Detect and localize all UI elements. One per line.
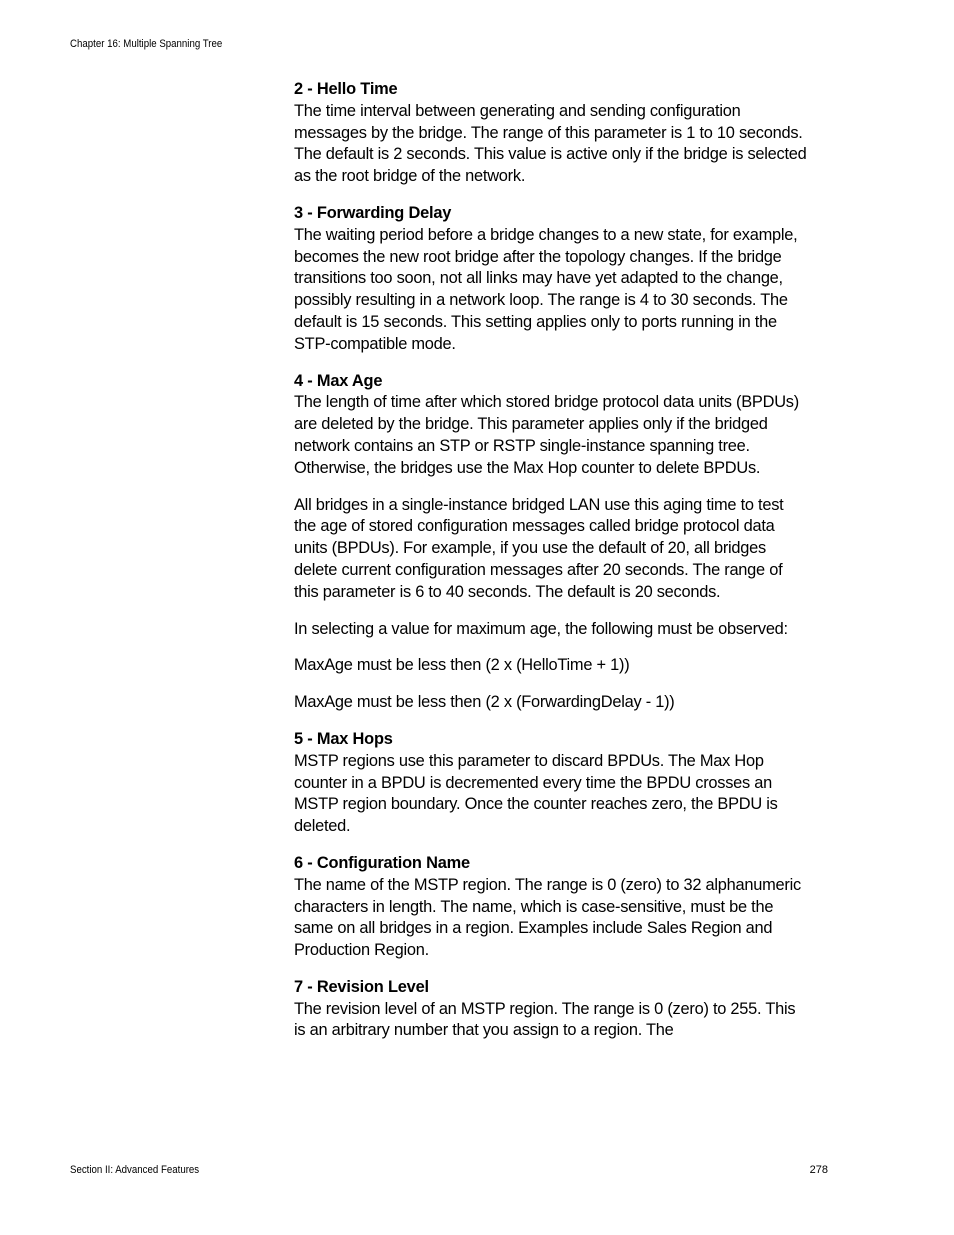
parameter-configuration-name bbox=[294, 853, 809, 962]
page-body bbox=[294, 79, 809, 1057]
parameter-forwarding-delay bbox=[294, 203, 809, 356]
parameter-heading: 7 - Revision Level bbox=[294, 977, 429, 996]
max-age-rule: MaxAge must be less then (2 x (ForwardingDelay - 1)) bbox=[294, 693, 675, 712]
parameter-heading: 5 - Max Hops bbox=[294, 729, 393, 748]
parameter-heading: 2 - Hello Time bbox=[294, 80, 398, 98]
parameter-description: The waiting period before a bridge changes to a new state, for example, becomes the new root bridge after the topology changes. If the bridge transitions too soon, not all links may have yet adapted to the change, possibly resulting in a network loop. The range is 4 to 30 seconds. The default is 15 seconds. This setting applies only to ports running in the STP-compatible mode. bbox=[294, 225, 798, 353]
parameter-heading: 3 - Forwarding Delay bbox=[294, 203, 452, 222]
parameter-max-age bbox=[294, 371, 809, 480]
parameter-max-hops bbox=[294, 729, 809, 838]
parameter-description: MSTP regions use this parameter to discard BPDUs. The Max Hop counter in a BPDU is decremented every time the BPDU crosses an MSTP region boundary. Once the counter reaches zero, the BPDU is deleted. bbox=[294, 751, 778, 836]
parameter-description: The revision level of an MSTP region. The range is 0 (zero) to 255. This is an arbitrary number that you assign to a region. The bbox=[294, 999, 796, 1040]
max-age-rule: MaxAge must be less then (2 x (HelloTime + 1)) bbox=[294, 656, 630, 675]
parameter-revision-level bbox=[294, 977, 809, 1042]
parameter-description: The name of the MSTP region. The range is 0 (zero) to 32 alphanumeric characters in length. The name, which is case-sensitive, must be the same on all bridges in a region. Examples include Sales Region and Production Region. bbox=[294, 875, 801, 960]
parameter-heading: 6 - Configuration Name bbox=[294, 853, 470, 872]
running-header: Chapter 16: Multiple Spanning Tree bbox=[70, 38, 223, 50]
page-number: 278 bbox=[809, 1164, 828, 1176]
parameter-heading: 4 - Max Age bbox=[294, 371, 383, 390]
max-age-paragraph: All bridges in a single-instance bridged LAN use this aging time to test the age of stored configuration messages called bridge protocol data units (BPDUs). For example, if you use the default of 20, all bridges delete current configuration messages after 20 seconds. The range of this parameter is 6 to 40 seconds. The default is 20 seconds. bbox=[294, 495, 784, 601]
max-age-paragraph: In selecting a value for maximum age, the following must be observed: bbox=[294, 619, 788, 638]
parameter-description: The time interval between generating and sending configuration messages by the bridge. The range of this parameter is 1 to 10 seconds. The default is 2 seconds. This value is active only if the bridge is selected as the root bridge of the network. bbox=[294, 101, 807, 186]
parameter-hello-time bbox=[294, 79, 809, 188]
running-footer: Section II: Advanced Features bbox=[70, 1164, 200, 1176]
parameter-description: The length of time after which stored bridge protocol data units (BPDUs) are deleted by the bridge. This parameter applies only if the bridged network contains an STP or RSTP single-instance spanning tree. Otherwise, the bridges use the Max Hop counter to delete BPDUs. bbox=[294, 393, 799, 477]
